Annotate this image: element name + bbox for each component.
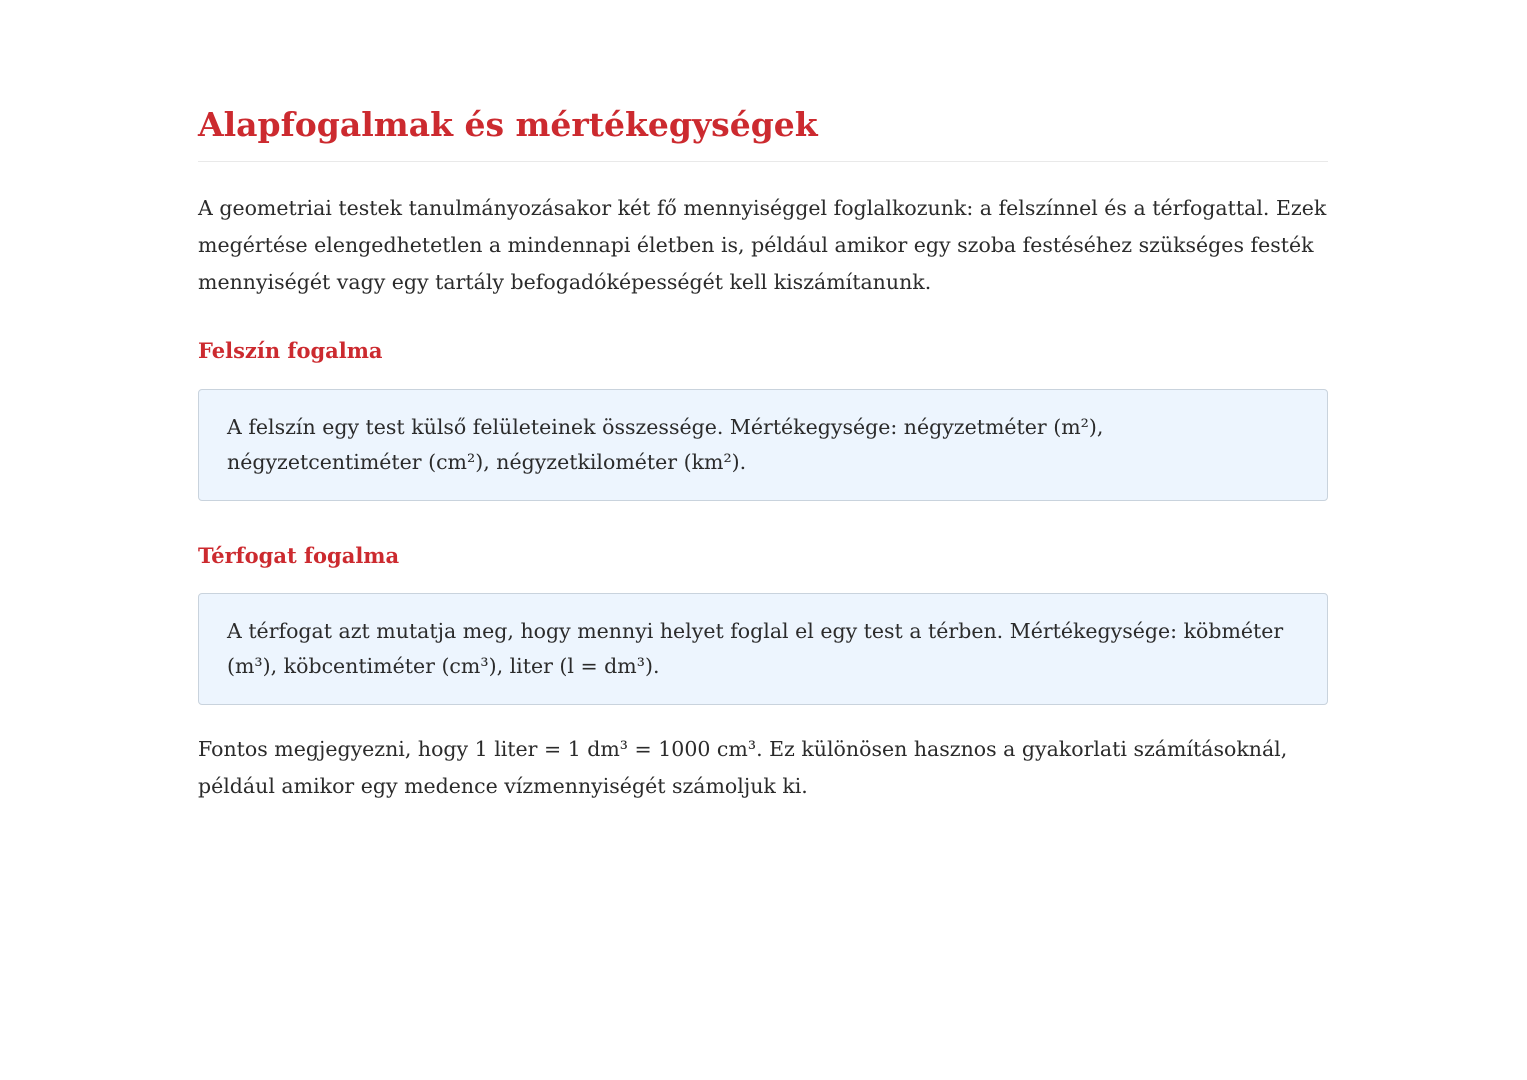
surface-definition-text: A felszín egy test külső felületeinek összessége. Mértékegysége: négyzetméter (m²), négyzetcentiméter (cm²), négyzetkilométer (km²). (227, 415, 1104, 474)
volume-definition-text: A térfogat azt mutatja meg, hogy mennyi helyet foglal el egy test a térben. Mértékegysége: köbméter (m³), köbcentiméter (cm³), liter (l = dm³). (227, 619, 1284, 678)
surface-heading: Felszín fogalma (198, 338, 383, 363)
surface-definition-box (198, 389, 1328, 501)
volume-definition-box (198, 593, 1328, 705)
page-title: Alapfogalmak és mértékegységek (198, 105, 818, 144)
title-divider (198, 161, 1328, 162)
note-paragraph: Fontos megjegyezni, hogy 1 liter = 1 dm³ = 1000 cm³. Ez különösen hasznos a gyakorlati számításoknál, például amikor egy medence vízmennyiségét számoljuk ki. (198, 737, 1288, 798)
intro-paragraph: A geometriai testek tanulmányozásakor két fő mennyiséggel foglalkozunk: a felszínnel és a térfogattal. Ezek megértése elengedhetetlen a mindennapi életben is, például amikor egy szoba festéséhez szükséges festék mennyiségét vagy egy tartály befogadóképességét kell kiszámítanunk. (198, 196, 1327, 294)
volume-heading: Térfogat fogalma (198, 543, 400, 568)
